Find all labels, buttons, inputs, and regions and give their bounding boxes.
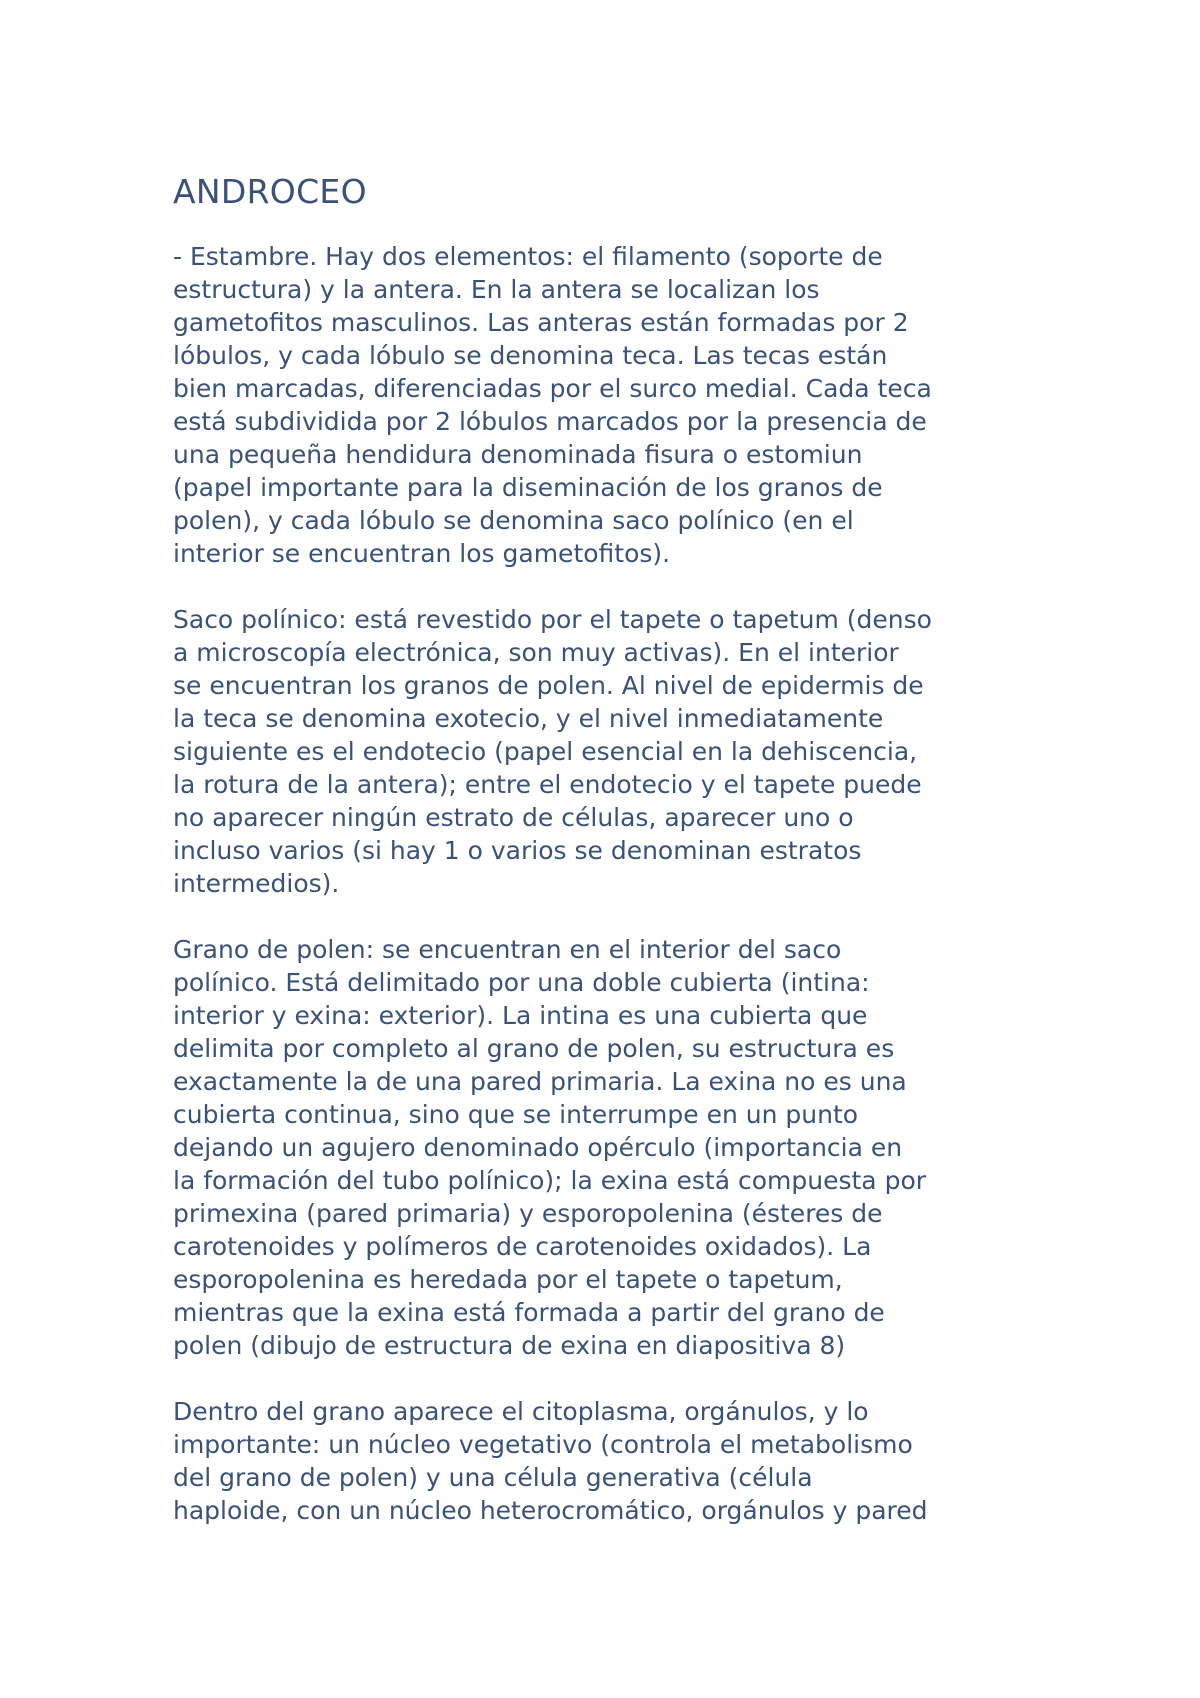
paragraph-line: estructura) y la antera. En la antera se localizan los: [173, 275, 820, 304]
paragraph-line: exactamente la de una pared primaria. La exina no es una: [173, 1067, 907, 1096]
paragraph-line: incluso varios (si hay 1 o varios se denominan estratos: [173, 836, 862, 865]
paragraph-line: se encuentran los granos de polen. Al nivel de epidermis de: [173, 671, 924, 700]
paragraph-line: la rotura de la antera); entre el endotecio y el tapete puede: [173, 770, 922, 799]
paragraph-line: lóbulos, y cada lóbulo se denomina teca. Las tecas están: [173, 341, 888, 370]
document-title: ANDROCEO: [173, 172, 367, 211]
paragraph-line: polínico. Está delimitado por una doble cubierta (intina:: [173, 968, 870, 997]
paragraph-line: a microscopía electrónica, son muy activas). En el interior: [173, 638, 899, 667]
paragraph: [173, 933, 1053, 1362]
paragraph-line: la formación del tubo polínico); la exina está compuesta por: [173, 1166, 927, 1195]
paragraph-line: carotenoides y polímeros de carotenoides oxidados). La: [173, 1232, 872, 1261]
paragraph-line: (papel importante para la diseminación de los granos de: [173, 473, 883, 502]
paragraph-line: primexina (pared primaria) y esporopolenina (ésteres de: [173, 1199, 883, 1228]
paragraph-line: esporopolenina es heredada por el tapete o tapetum,: [173, 1265, 843, 1294]
paragraph-line: bien marcadas, diferenciadas por el surco medial. Cada teca: [173, 374, 932, 403]
paragraph-line: polen (dibujo de estructura de exina en diapositiva 8): [173, 1331, 846, 1360]
paragraph: [173, 1395, 1053, 1527]
paragraph-line: Dentro del grano aparece el citoplasma, orgánulos, y lo: [173, 1397, 869, 1426]
document-body: [173, 168, 1053, 1560]
paragraph-line: siguiente es el endotecio (papel esencial en la dehiscencia,: [173, 737, 918, 766]
paragraph-line: mientras que la exina está formada a partir del grano de: [173, 1298, 885, 1327]
paragraph-line: gametofitos masculinos. Las anteras están formadas por 2: [173, 308, 909, 337]
paragraph: [173, 603, 1053, 900]
paragraph-list: [173, 240, 1053, 1527]
paragraph-line: una pequeña hendidura denominada fisura o estomiun: [173, 440, 863, 469]
paragraph-line: no aparecer ningún estrato de células, aparecer uno o: [173, 803, 854, 832]
paragraph-line: interior y exina: exterior). La intina es una cubierta que: [173, 1001, 868, 1030]
paragraph-line: la teca se denomina exotecio, y el nivel inmediatamente: [173, 704, 884, 733]
paragraph-line: Grano de polen: se encuentran en el interior del saco: [173, 935, 842, 964]
paragraph: [173, 240, 1053, 570]
paragraph-line: polen), y cada lóbulo se denomina saco polínico (en el: [173, 506, 854, 535]
paragraph-line: haploide, con un núcleo heterocromático, orgánulos y pared: [173, 1496, 928, 1525]
paragraph-line: dejando un agujero denominado opérculo (importancia en: [173, 1133, 903, 1162]
paragraph-line: del grano de polen) y una célula generativa (célula: [173, 1463, 813, 1492]
paragraph-line: importante: un núcleo vegetativo (controla el metabolismo: [173, 1430, 913, 1459]
paragraph-line: - Estambre. Hay dos elementos: el filamento (soporte de: [173, 242, 883, 271]
paragraph-line: delimita por completo al grano de polen, su estructura es: [173, 1034, 895, 1063]
paragraph-line: está subdividida por 2 lóbulos marcados por la presencia de: [173, 407, 927, 436]
paragraph-line: Saco polínico: está revestido por el tapete o tapetum (denso: [173, 605, 932, 634]
paragraph-line: interior se encuentran los gametofitos).: [173, 539, 671, 568]
paragraph-line: intermedios).: [173, 869, 340, 898]
paragraph-line: cubierta continua, sino que se interrumpe en un punto: [173, 1100, 859, 1129]
